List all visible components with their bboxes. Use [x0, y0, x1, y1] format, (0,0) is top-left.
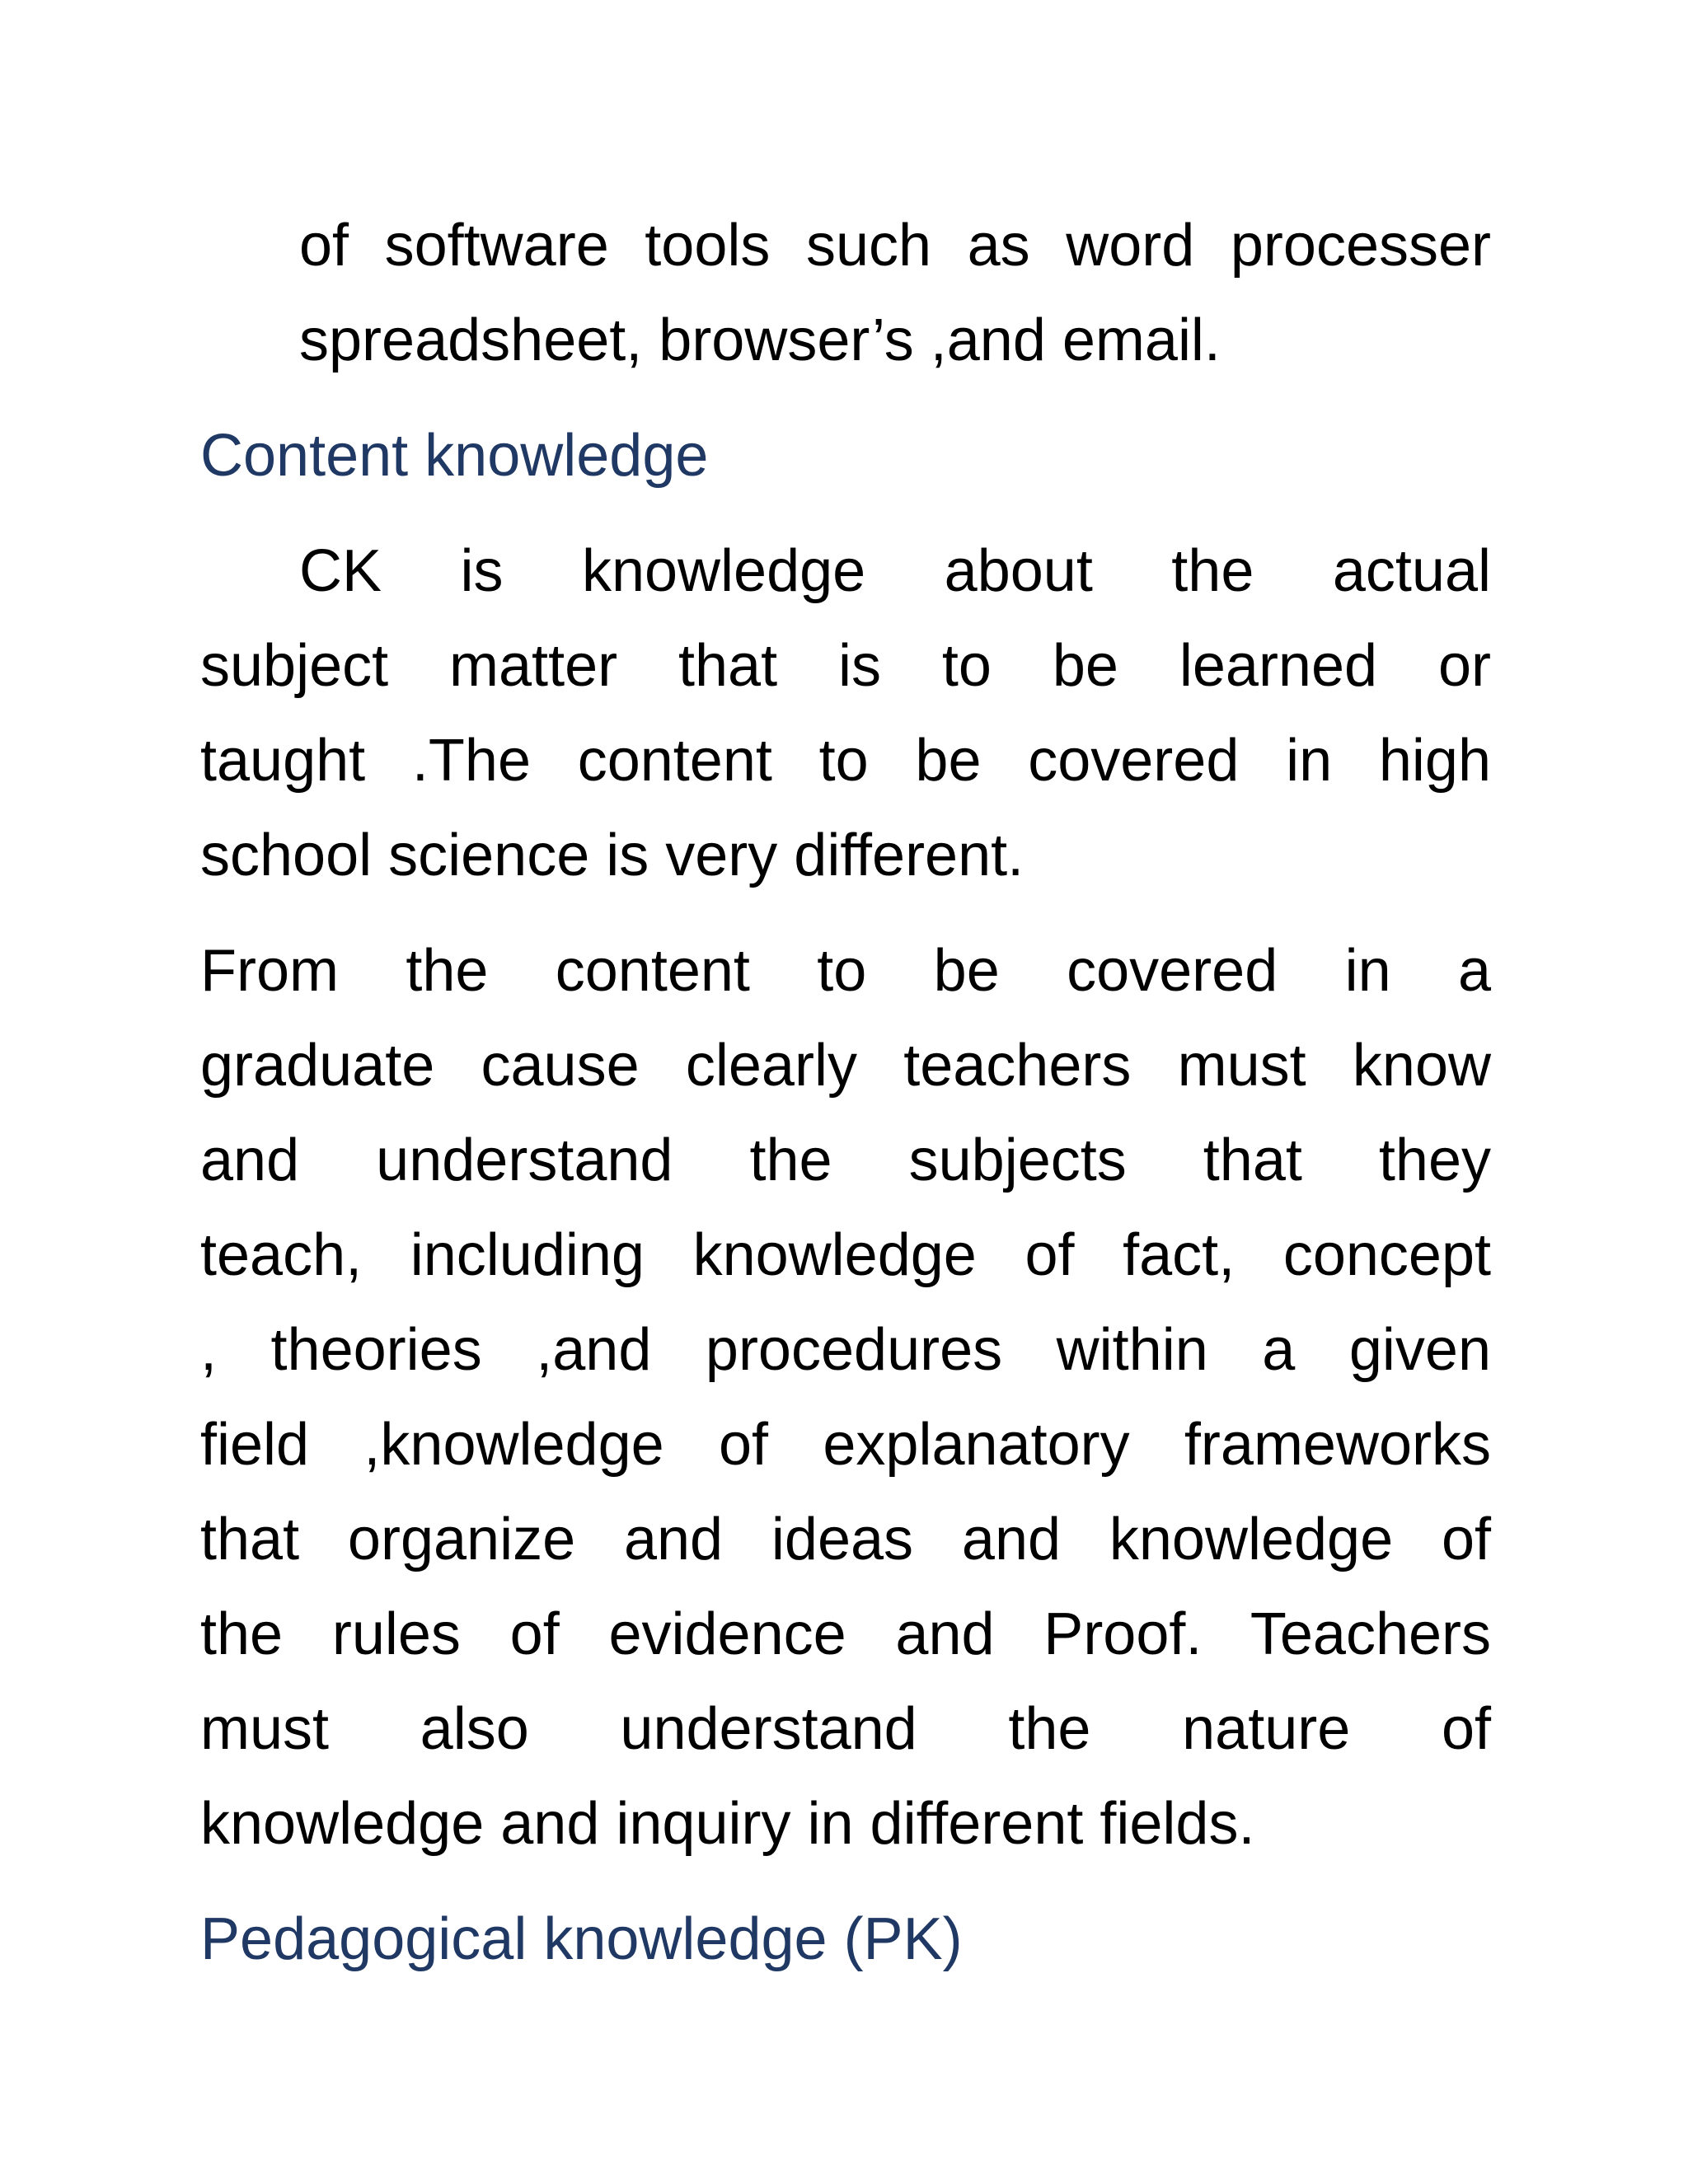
ck-paragraph-line-1: CK is knowledge about the actual [299, 538, 1491, 604]
from-paragraph-line-5: , theories ,and procedures within a given [200, 1317, 1491, 1383]
ck-paragraph-line-2: subject matter that is to be learned or [200, 633, 1491, 699]
from-paragraph-line-4: teach, including knowledge of fact, concept [200, 1222, 1491, 1288]
from-paragraph-line-10: knowledge and inquiry in different fields. [200, 1791, 1255, 1857]
from-paragraph-line-8: the rules of evidence and Proof. Teachers [200, 1601, 1491, 1667]
ck-paragraph-line-4: school science is very different. [200, 823, 1025, 888]
from-paragraph-line-3: and understand the subjects that they [200, 1127, 1491, 1193]
ck-paragraph-line-3: taught .The content to be covered in high [200, 728, 1491, 794]
heading-content-knowledge: Content knowledge [200, 423, 709, 489]
intro-line-2: spreadsheet, browser’s ,and email. [299, 307, 1221, 373]
from-paragraph-line-9: must also understand the nature of [200, 1696, 1491, 1762]
heading-pedagogical-knowledge: Pedagogical knowledge (PK) [200, 1906, 963, 1972]
from-paragraph-line-2: graduate cause clearly teachers must know [200, 1033, 1491, 1099]
from-paragraph-line-7: that organize and ideas and knowledge of [200, 1507, 1491, 1572]
from-paragraph-line-1: From the content to be covered in a [200, 938, 1491, 1004]
intro-line-1: of software tools such as word processer [299, 213, 1491, 279]
from-paragraph-line-6: field ,knowledge of explanatory frameworks [200, 1412, 1491, 1478]
